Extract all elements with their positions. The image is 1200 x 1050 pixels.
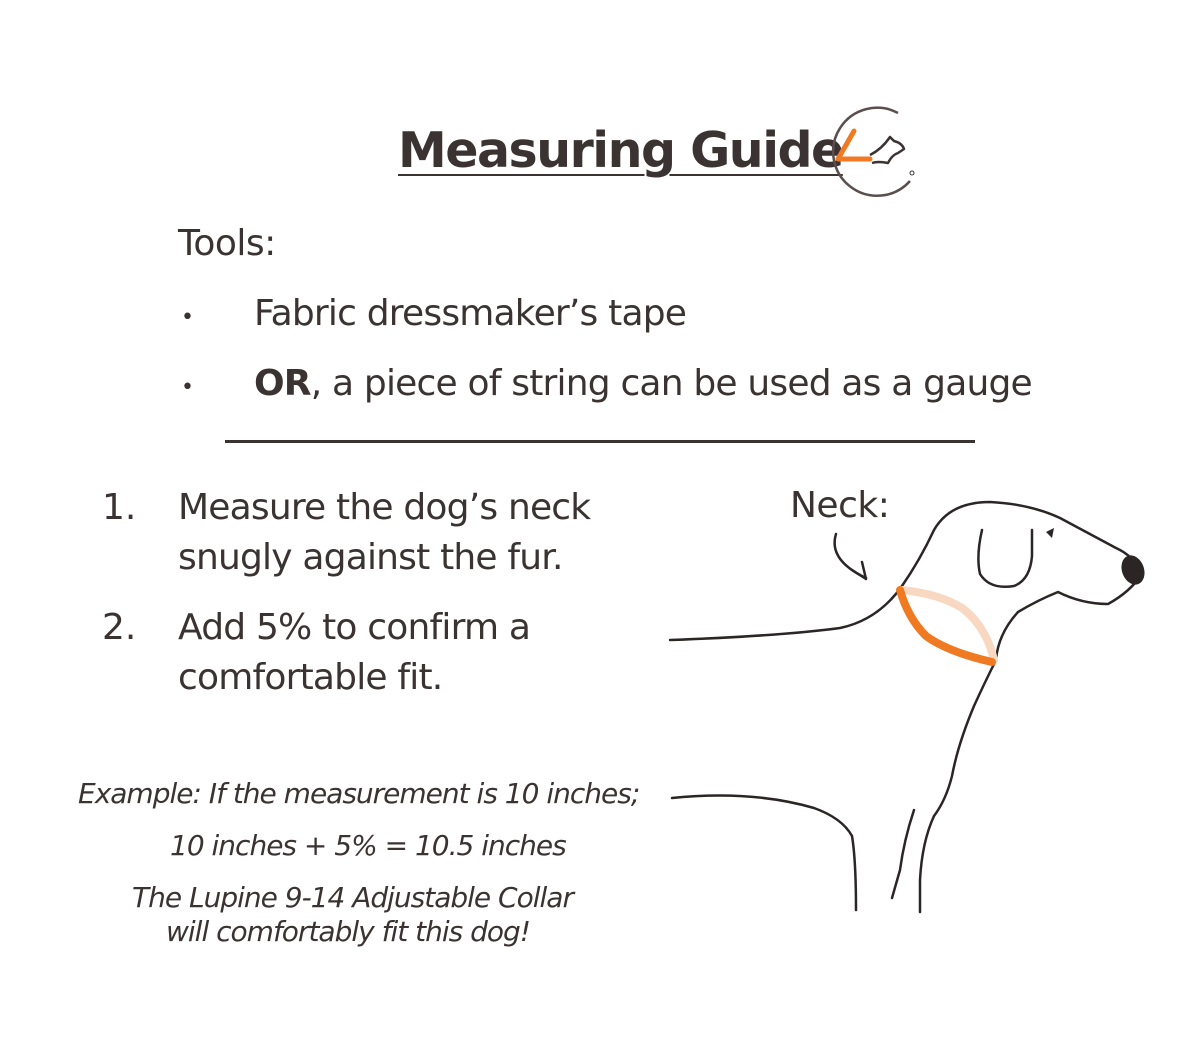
logo-registered-mark (910, 171, 914, 175)
section-divider (225, 440, 975, 443)
tool-item-text: Fabric dressmaker’s tape (254, 293, 687, 334)
dog-outline-illustration (640, 480, 1180, 940)
tool-item-text: , a piece of string can be used as a gauge (310, 363, 1032, 404)
neck-arrow-head (852, 562, 866, 579)
tool-item-bold: OR (254, 363, 311, 404)
example-result: The Lupine 9-14 Adjustable Collar (132, 881, 573, 914)
step-text: comfortable fit. (178, 657, 443, 698)
dog-eye (1046, 528, 1054, 538)
logo-letter-l (838, 131, 870, 159)
neck-label: Neck: (790, 485, 890, 526)
step-number: 2. (102, 607, 137, 648)
tool-item-tape (254, 293, 687, 334)
page-title: Measuring Guide (398, 122, 843, 179)
dog-nose (1118, 552, 1149, 588)
example-calculation: 10 inches + 5% = 10.5 inches (170, 829, 566, 862)
step-text: Measure the dog’s neck (178, 487, 591, 528)
step-number: 1. (102, 487, 137, 528)
step-text: snugly against the fur. (178, 537, 563, 578)
bullet-dot: • (181, 305, 194, 330)
dog-ear (978, 530, 1032, 587)
dog-inner-leg (892, 810, 914, 898)
example-result: will comfortably fit this dog! (166, 915, 531, 948)
dog-chest-outline (920, 660, 996, 912)
example-intro: Example: If the measurement is 10 inches; (78, 777, 640, 810)
dog-back-line (670, 586, 902, 640)
lupine-logo-icon (820, 103, 924, 203)
dog-belly-line (672, 796, 856, 910)
logo-dog-head (870, 137, 904, 163)
tools-heading: Tools: (178, 223, 276, 264)
step-text: Add 5% to confirm a (178, 607, 531, 648)
neck-arrow (835, 534, 866, 578)
tool-item-string (254, 363, 1032, 404)
bullet-dot: • (181, 375, 194, 400)
